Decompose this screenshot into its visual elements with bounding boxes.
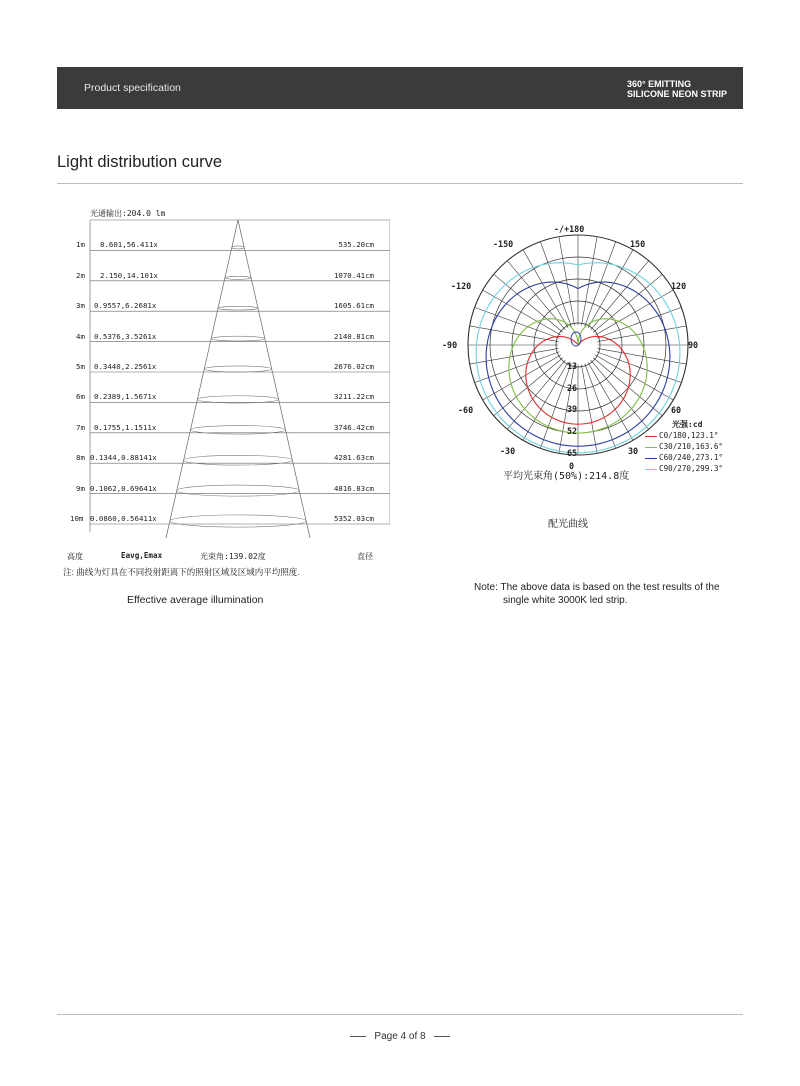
row-height: 10m bbox=[70, 514, 84, 523]
flux-label: 光通输出:204.0 lm bbox=[90, 209, 166, 218]
illumination-caption: Effective average illumination bbox=[127, 594, 264, 606]
illumination-ellipse bbox=[204, 366, 271, 372]
illumination-ellipse bbox=[211, 336, 265, 341]
table-footnote: 注: 曲线为灯具在不同投射距离下的照射区域及区域内平均照度. bbox=[63, 567, 300, 577]
page-indicator bbox=[0, 1031, 800, 1042]
polar-radial-label: 65 bbox=[567, 448, 578, 458]
legend-entry: C0/180,123.1° bbox=[659, 431, 719, 440]
row-diameter: 3211.22cm bbox=[333, 392, 374, 402]
polar-angle-label: -120 bbox=[451, 281, 472, 291]
polar-spoke bbox=[523, 362, 568, 440]
polar-spoke bbox=[523, 250, 568, 328]
test-note-line2: single white 3000K led strip. bbox=[503, 595, 628, 606]
row-height: 5m bbox=[76, 362, 85, 371]
row-eavg-emax: 0.5376,3.5261x bbox=[94, 331, 157, 341]
row-eavg-emax: 8.601,56.411x bbox=[100, 240, 158, 250]
polar-angle-label: -/+180 bbox=[554, 224, 585, 234]
col-eavg-label: Eavg,Emax bbox=[121, 551, 163, 560]
illumination-ellipse bbox=[170, 515, 306, 527]
legend-entry: C60/240,273.1° bbox=[659, 453, 724, 462]
polar-angle-label: 30 bbox=[628, 446, 639, 456]
row-height: 6m bbox=[76, 392, 85, 402]
legend-entry: C30/210,163.6° bbox=[659, 442, 724, 451]
beam-angle-label: 光束角:139.02度 bbox=[200, 552, 266, 561]
polar-angle-label: 0 bbox=[569, 461, 575, 471]
polar-spoke bbox=[597, 307, 682, 338]
illumination-ellipse bbox=[197, 396, 278, 403]
legend-swatch bbox=[645, 447, 657, 448]
header-bar bbox=[57, 67, 743, 109]
polar-angle-label: 150 bbox=[630, 239, 646, 249]
illumination-ellipse bbox=[225, 276, 251, 279]
row-height: 7m bbox=[76, 422, 85, 432]
footer-divider bbox=[57, 1014, 743, 1015]
illumination-ellipse bbox=[184, 455, 293, 465]
row-diameter: 2140.81cm bbox=[333, 331, 374, 341]
row-height: 2m bbox=[76, 270, 85, 280]
illumination-ellipse bbox=[218, 306, 258, 310]
polar-spoke bbox=[597, 352, 682, 383]
row-eavg-emax: 0.1062,0.69641x bbox=[90, 483, 157, 493]
row-eavg-emax: 0.1755,1.1511x bbox=[94, 422, 157, 432]
polar-radial-label: 39 bbox=[567, 404, 578, 414]
polar-radial-label: 13 bbox=[567, 361, 578, 371]
row-eavg-emax: 0.1344,0.88141x bbox=[90, 453, 157, 463]
polar-spoke bbox=[593, 358, 662, 416]
row-diameter: 4281.63cm bbox=[333, 453, 374, 463]
polar-spoke bbox=[475, 352, 560, 383]
polar-angle-label: 90 bbox=[688, 340, 699, 350]
legend-swatch bbox=[645, 436, 657, 437]
header-product-spec: Product specification bbox=[84, 82, 181, 94]
header-product-name bbox=[627, 80, 727, 99]
intensity-unit-label: 光强:cd bbox=[672, 420, 703, 429]
pager-dash-right bbox=[434, 1036, 450, 1037]
polar-radial-label: 26 bbox=[567, 383, 578, 393]
col-height-label: 高度 bbox=[67, 552, 83, 561]
polar-spoke bbox=[494, 358, 563, 416]
row-height: 3m bbox=[76, 301, 85, 311]
avg-beam-label: 平均光束角(50%):214.8度 bbox=[503, 471, 630, 482]
polar-angle-label: -90 bbox=[442, 340, 458, 350]
row-diameter: 2676.02cm bbox=[333, 362, 374, 371]
polar-angle-label: -150 bbox=[493, 239, 514, 249]
test-note-line1: Note: The above data is based on the test results of the bbox=[474, 582, 720, 593]
title-divider bbox=[57, 183, 743, 184]
pager-dash-left bbox=[350, 1036, 366, 1037]
row-eavg-emax: 0.0860,0.56411x bbox=[90, 514, 157, 523]
legend-swatch bbox=[645, 458, 657, 459]
illumination-ellipse bbox=[177, 485, 300, 496]
row-diameter: 1605.61cm bbox=[333, 301, 374, 311]
polar-caption: 配光曲线 bbox=[548, 519, 588, 530]
row-height: 9m bbox=[76, 483, 85, 493]
row-eavg-emax: 0.9557,6.2681x bbox=[94, 301, 157, 311]
polar-angle-label: -60 bbox=[458, 405, 474, 415]
legend-entry: C90/270,299.3° bbox=[659, 464, 724, 473]
polar-spoke bbox=[593, 274, 662, 332]
polar-spoke bbox=[588, 250, 633, 328]
polar-angle-label: -30 bbox=[500, 446, 516, 456]
polar-spoke bbox=[588, 362, 633, 440]
row-diameter: 1070.41cm bbox=[333, 270, 374, 280]
section-title: Light distribution curve bbox=[57, 153, 223, 171]
row-eavg-emax: 0.3440,2.2561x bbox=[94, 362, 157, 371]
polar-spoke bbox=[494, 274, 563, 332]
polar-spoke bbox=[475, 307, 560, 338]
col-diameter-label: 直径 bbox=[357, 552, 373, 561]
polar-radial-label: 52 bbox=[567, 426, 578, 436]
header-product-line1: 360° EMITTING bbox=[626, 79, 692, 89]
test-note bbox=[474, 581, 720, 607]
polar-spoke bbox=[585, 364, 616, 449]
header-product-line2: SILICONE NEON STRIP bbox=[626, 88, 727, 99]
illumination-ellipse bbox=[232, 246, 244, 249]
legend-swatch bbox=[645, 469, 657, 470]
polar-angle-label: 60 bbox=[671, 405, 682, 415]
page-number: Page 4 of 8 bbox=[374, 1031, 426, 1042]
polar-angle-label: 120 bbox=[671, 281, 687, 291]
row-eavg-emax: 0.2389,1.5671x bbox=[94, 392, 157, 402]
row-diameter: 5352.03cm bbox=[333, 514, 374, 523]
illumination-diagram bbox=[60, 215, 390, 550]
row-eavg-emax: 2.150,14.101x bbox=[100, 270, 158, 280]
row-diameter: 4816.83cm bbox=[333, 483, 374, 493]
row-diameter: 3746.42cm bbox=[333, 422, 374, 432]
row-height: 4m bbox=[76, 331, 85, 341]
row-height: 8m bbox=[76, 453, 85, 463]
row-height: 1m bbox=[76, 240, 85, 250]
row-diameter: 535.20cm bbox=[338, 240, 374, 250]
